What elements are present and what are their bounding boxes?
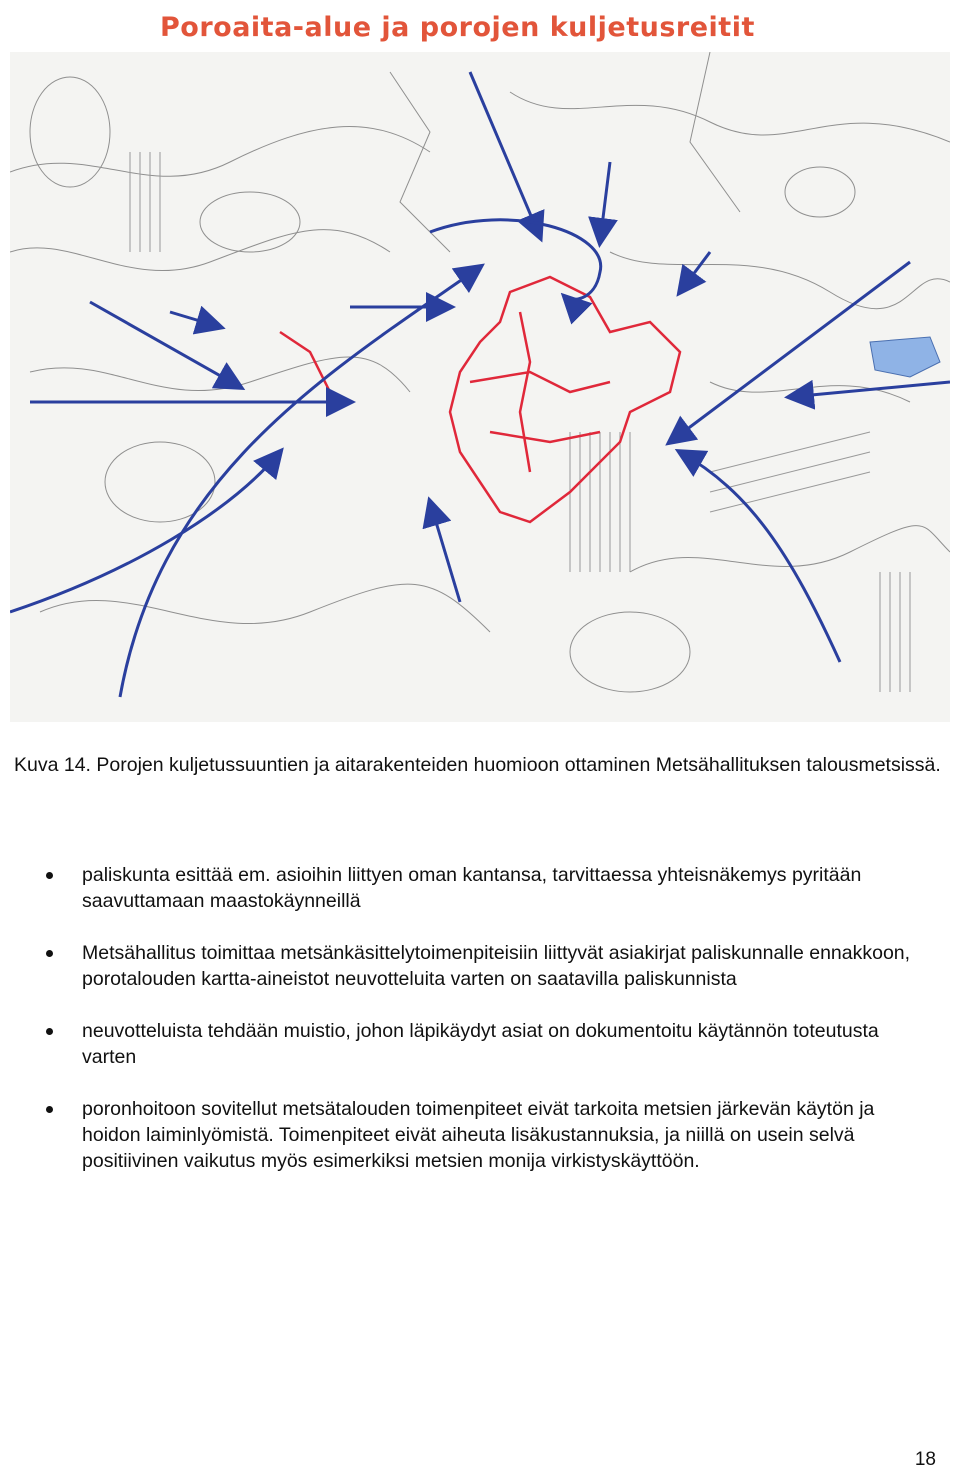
list-item xyxy=(0,940,960,992)
list-item xyxy=(0,862,960,914)
list-item-text: poronhoitoon sovitellut metsätalouden toimenpiteet eivät tarkoita metsien järkevän käytön ja hoidon laiminlyömistä. Toimenpiteet eivät aiheuta lisäkustannuksia, ja niillä on usein selvä positiivinen vaikutus myös esimerkiksi metsien monija virkistyskäyttöön. xyxy=(82,1098,875,1172)
map-title: Poroaita-alue ja porojen kuljetusreitit xyxy=(160,12,755,43)
figure-caption: Kuva 14. Porojen kuljetussuuntien ja aitarakenteiden huomioon ottaminen Metsähallituksen talousmetsissä. xyxy=(14,754,941,776)
map-background xyxy=(10,52,950,722)
list-item xyxy=(0,1096,960,1174)
reindeer-map xyxy=(10,52,950,722)
page-number: 18 xyxy=(914,1449,936,1470)
bullet-list xyxy=(0,862,960,1200)
bullet-icon xyxy=(46,1028,53,1035)
list-item-text: paliskunta esittää em. asioihin liittyen oman kantansa, tarvittaessa yhteisnäkemys pyritään saavuttamaan maastokäynneillä xyxy=(82,864,862,912)
bullet-icon xyxy=(46,872,53,879)
list-item-text: neuvotteluista tehdään muistio, johon läpikäydyt asiat on dokumentoitu käytännön toteutusta varten xyxy=(82,1020,879,1068)
list-item-text: Metsähallitus toimittaa metsänkäsittelytoimenpiteisiin liittyvät asiakirjat paliskunnalle ennakkoon, porotalouden kartta-aineistot neuvotteluita varten on saatavilla paliskunnista xyxy=(82,942,911,990)
bullet-icon xyxy=(46,1106,53,1113)
bullet-icon xyxy=(46,950,53,957)
list-item xyxy=(0,1018,960,1070)
map-figure xyxy=(10,0,950,722)
